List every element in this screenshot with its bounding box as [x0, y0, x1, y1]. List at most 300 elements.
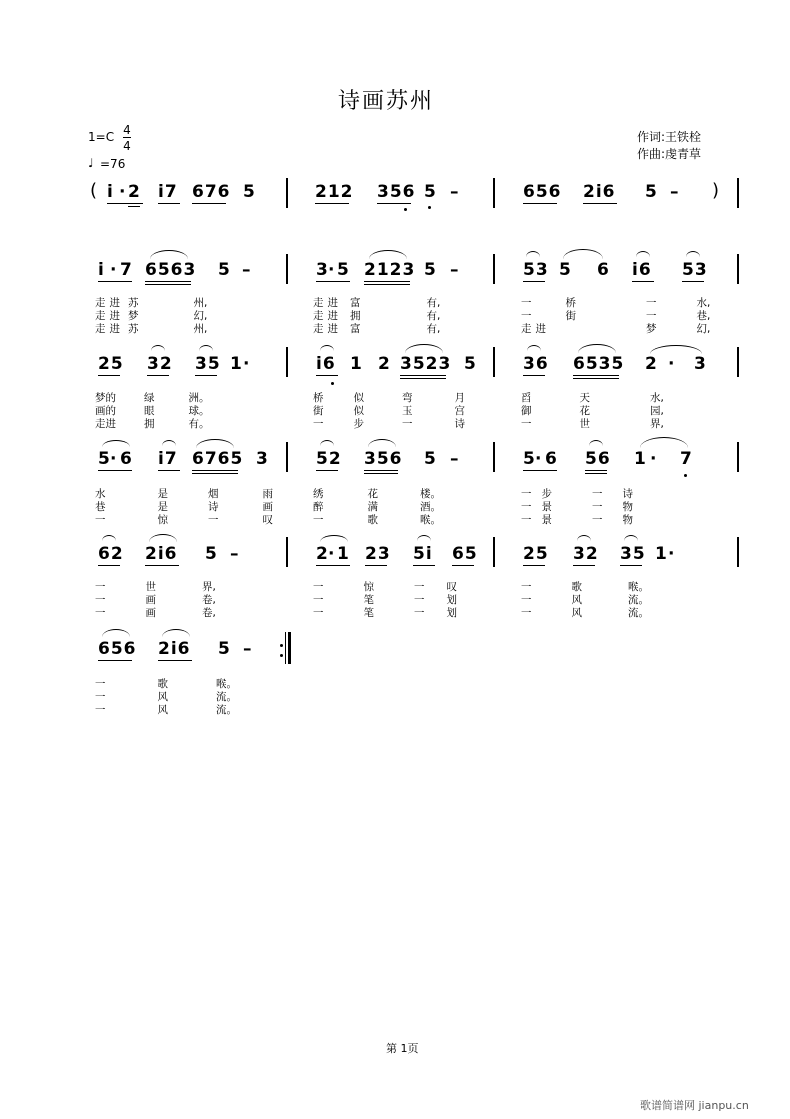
lyric-line	[521, 594, 649, 606]
lyric: 一	[95, 678, 106, 690]
underline	[573, 378, 619, 379]
slur	[368, 439, 396, 447]
barline	[493, 178, 495, 208]
lyric-line	[95, 297, 207, 309]
note: 5	[559, 260, 572, 280]
lyric: 进	[109, 297, 120, 309]
note-group: i6	[316, 354, 336, 374]
lyric-line	[95, 514, 273, 526]
barline	[286, 254, 288, 284]
slur	[149, 534, 177, 542]
lyric: 眼	[144, 405, 155, 417]
lyric: 巷,	[696, 310, 711, 322]
note-group: 35	[195, 354, 221, 374]
slur	[320, 535, 348, 542]
slur	[102, 440, 130, 447]
note-group: 25	[523, 544, 549, 564]
barline	[737, 347, 739, 377]
slur	[102, 629, 130, 637]
lyric: 州,	[193, 323, 208, 335]
lyric-line	[313, 594, 457, 606]
lyric: 一	[313, 581, 324, 593]
lyric: 一	[521, 488, 532, 500]
slur	[417, 535, 431, 541]
lyric-line	[95, 405, 210, 417]
lyric: 走	[95, 310, 106, 322]
underline	[400, 375, 446, 376]
lyric: 花	[367, 488, 378, 500]
underline	[316, 375, 338, 376]
note-group: 656	[523, 182, 562, 202]
lyric: 街	[565, 310, 576, 322]
dot-mark: ·	[110, 260, 118, 280]
lyric: 进	[109, 310, 120, 322]
barline	[493, 537, 495, 567]
repeat-dot	[280, 654, 283, 657]
barline	[286, 178, 288, 208]
note-group: 6765	[192, 449, 244, 469]
lyric: 走进	[95, 418, 116, 430]
lyric: 一	[646, 310, 657, 322]
dot-mark: ·	[243, 354, 251, 374]
repeat-thin-bar	[285, 632, 286, 664]
lyric: 绣	[313, 488, 324, 500]
underline	[192, 473, 238, 474]
lyric: 富	[350, 297, 361, 309]
slur	[162, 440, 176, 446]
barline	[286, 442, 288, 472]
underline	[316, 281, 350, 282]
lyric-line	[313, 488, 441, 500]
lyric: 喉。	[628, 581, 649, 593]
watermark: 歌谱简谱网 jianpu.cn	[640, 1099, 749, 1112]
lyric: 喉。	[420, 514, 441, 526]
underline	[145, 284, 191, 285]
note: 5	[645, 182, 658, 202]
lyric: 流。	[628, 607, 649, 619]
lyric: 进	[535, 323, 546, 335]
underline	[147, 375, 169, 376]
lyric-line	[521, 392, 664, 404]
note: i	[107, 182, 114, 202]
note-group: i7	[158, 449, 178, 469]
dash: –	[243, 639, 253, 659]
slur	[162, 629, 190, 637]
underline	[364, 281, 410, 282]
note: 5	[337, 260, 350, 280]
lyric: 一	[646, 297, 657, 309]
lyric-line	[521, 514, 633, 526]
lyric: 一	[313, 607, 324, 619]
note: 7	[120, 260, 133, 280]
note-group: 6563	[145, 260, 197, 280]
lyric: 花	[579, 405, 590, 417]
slur	[320, 440, 334, 446]
lyric: 桥	[313, 392, 324, 404]
note-group: 3523	[400, 354, 452, 374]
underline	[632, 281, 654, 282]
lyric-line	[521, 297, 710, 309]
dash: –	[242, 260, 252, 280]
repeat-thick-bar	[288, 632, 291, 664]
lyric: 诗	[622, 488, 633, 500]
note: 5	[218, 260, 231, 280]
underline	[523, 281, 545, 282]
lyric-line	[313, 607, 457, 619]
lyric: 叹	[262, 514, 273, 526]
slur	[527, 345, 541, 351]
lyric: 一	[521, 297, 532, 309]
lyric: 划	[446, 594, 457, 606]
lyric: 喉。	[216, 678, 237, 690]
slur	[151, 345, 165, 351]
barline	[737, 178, 739, 208]
lyric: 有,	[426, 323, 441, 335]
note: 5	[98, 449, 111, 469]
barline	[737, 254, 739, 284]
lyric: 走	[313, 310, 324, 322]
lyric: 物	[622, 501, 633, 513]
lyric: 月	[454, 392, 465, 404]
note-group: 356	[364, 449, 403, 469]
lyric: 酒。	[420, 501, 441, 513]
slur	[578, 344, 616, 353]
note: 5	[205, 544, 218, 564]
repeat-dot	[280, 644, 283, 647]
lyric: 一	[95, 594, 106, 606]
lyric: 满	[367, 501, 378, 513]
lyric: 州,	[193, 297, 208, 309]
lyric: 一	[208, 514, 219, 526]
note: 1	[350, 354, 363, 374]
lyric: 有,	[426, 310, 441, 322]
dot-mark: ·	[328, 260, 336, 280]
lyric: 宫	[454, 405, 465, 417]
underline	[158, 470, 180, 471]
underline	[585, 470, 607, 471]
lyric: 巷	[95, 501, 106, 513]
underline	[145, 565, 179, 566]
lyric: 绿	[144, 392, 155, 404]
lyric: 雨	[262, 488, 273, 500]
slur	[640, 437, 688, 448]
note-group: 56	[585, 449, 611, 469]
lyric: 进	[327, 310, 338, 322]
underline	[400, 378, 446, 379]
underline	[158, 203, 180, 204]
lyric-line	[521, 310, 710, 322]
lyric-line	[313, 323, 440, 335]
note: 6	[120, 449, 133, 469]
key-signature: 1=C	[88, 130, 115, 144]
lyric: 诗	[208, 501, 219, 513]
underline	[98, 375, 120, 376]
note-group: 2i6	[583, 182, 616, 202]
note-group: 212	[315, 182, 354, 202]
lyric: 有。	[188, 418, 210, 430]
slur	[150, 250, 188, 259]
dash: –	[450, 260, 460, 280]
lyric: 富	[350, 323, 361, 335]
note-group: 65	[452, 544, 478, 564]
lyric: 一	[95, 704, 106, 716]
lyric: 拥	[350, 310, 361, 322]
intro-open-paren: (	[90, 180, 98, 201]
lyric-line	[313, 405, 465, 417]
lyric: 有,	[426, 297, 441, 309]
underline	[315, 203, 349, 204]
note-group: 2123	[364, 260, 416, 280]
lyric: 一	[313, 514, 324, 526]
barline	[286, 347, 288, 377]
underline	[523, 470, 557, 471]
lyric: 一	[592, 488, 603, 500]
slur	[650, 345, 702, 354]
lyric: 梦	[128, 310, 139, 322]
note: 1	[230, 354, 243, 374]
lyric: 界,	[650, 418, 664, 430]
lyric: 是	[157, 488, 168, 500]
lyric: 歌	[367, 514, 378, 526]
lyric: 景	[541, 514, 552, 526]
lyric: 世	[145, 581, 156, 593]
lyric: 笔	[363, 607, 374, 619]
lyric: 一	[521, 607, 532, 619]
lyric: 一	[414, 607, 425, 619]
lyric: 幻,	[696, 323, 711, 335]
lyric: 是	[157, 501, 168, 513]
note-group: 656	[98, 639, 137, 659]
lyric: 一	[521, 594, 532, 606]
lyric-line	[95, 418, 210, 430]
note: 5	[523, 449, 536, 469]
lyric: 流。	[216, 704, 237, 716]
lyric: 醉	[313, 501, 324, 513]
lyric: 风	[571, 594, 582, 606]
lyric: 一	[95, 514, 106, 526]
note-group: 25	[98, 354, 124, 374]
note-group: 2i6	[158, 639, 191, 659]
note: 6	[597, 260, 610, 280]
note-group: 356	[377, 182, 416, 202]
lyric: 一	[95, 691, 106, 703]
lyric: 一	[521, 310, 532, 322]
underline	[98, 281, 132, 282]
lyric: 楼。	[420, 488, 441, 500]
intro-close-paren: )	[712, 180, 720, 201]
underline	[413, 565, 435, 566]
lyric: 水,	[650, 392, 664, 404]
note-group: 5i	[413, 544, 433, 564]
dot-mark: ·	[119, 182, 127, 202]
lyric: 画	[145, 607, 156, 619]
underline	[523, 203, 557, 204]
note: 5	[424, 182, 437, 202]
lyric: 拥	[144, 418, 155, 430]
note: 1	[634, 449, 647, 469]
lyric-line	[95, 323, 207, 335]
barline	[493, 347, 495, 377]
underline	[682, 281, 704, 282]
lyric-line	[521, 418, 664, 430]
barline	[493, 442, 495, 472]
underline	[620, 565, 642, 566]
lyric: 一	[521, 418, 532, 430]
lyric: 水,	[696, 297, 711, 309]
lyric: 一	[414, 594, 425, 606]
lyric: 惊	[157, 514, 168, 526]
lyric-line	[95, 392, 210, 404]
lyric: 弯	[402, 392, 413, 404]
lyric-line	[95, 488, 273, 500]
lyric: 玉	[402, 405, 413, 417]
lyric: 叹	[446, 581, 457, 593]
note: 5	[218, 639, 231, 659]
underline	[523, 375, 545, 376]
note: 2	[128, 182, 141, 202]
lyric-line	[313, 581, 457, 593]
lyric: 进	[327, 297, 338, 309]
lyric: 进	[109, 323, 120, 335]
barline	[737, 537, 739, 567]
lyric: 风	[571, 607, 582, 619]
lyric: 桥	[565, 297, 576, 309]
note: 5	[243, 182, 256, 202]
lyric: 笔	[363, 594, 374, 606]
lyric: 步	[353, 418, 364, 430]
time-signature-top: 4	[123, 123, 131, 137]
lyric: 天	[579, 392, 590, 404]
dash: –	[230, 544, 240, 564]
underline	[452, 565, 474, 566]
lyric-line	[313, 501, 441, 513]
lyric: 水	[95, 488, 106, 500]
note: 1	[655, 544, 668, 564]
note-group: i7	[158, 182, 178, 202]
underline	[98, 660, 132, 661]
lyric: 似	[353, 392, 364, 404]
lyric-line	[95, 691, 237, 703]
slur	[320, 345, 334, 351]
note: 6	[545, 449, 558, 469]
lyric: 划	[446, 607, 457, 619]
lyric-line	[521, 501, 633, 513]
note-group: 6535	[573, 354, 625, 374]
note: 3	[694, 354, 707, 374]
underline	[107, 203, 143, 204]
note: 1	[337, 544, 350, 564]
underline	[192, 203, 226, 204]
lyric: 惊	[363, 581, 374, 593]
dot-mark: ·	[110, 449, 118, 469]
underline	[98, 565, 120, 566]
lyric: 风	[157, 704, 168, 716]
lyric: 一	[313, 418, 324, 430]
page-number: 第 1页	[386, 1042, 419, 1055]
underline	[98, 470, 132, 471]
barline	[286, 537, 288, 567]
note: 5	[424, 260, 437, 280]
low-dot	[404, 208, 407, 211]
lyric: 走	[95, 297, 106, 309]
dot-mark: ·	[535, 449, 543, 469]
lyric: 似	[353, 405, 364, 417]
note-group: 53	[523, 260, 549, 280]
note-group: 36	[523, 354, 549, 374]
dash: –	[670, 182, 680, 202]
lyric-line	[95, 678, 237, 690]
note-group: 52	[316, 449, 342, 469]
lyric: 街	[313, 405, 324, 417]
note: 2	[378, 354, 391, 374]
slur	[624, 535, 638, 541]
lyric-line	[95, 704, 237, 716]
barline	[737, 442, 739, 472]
lyric: 球。	[188, 405, 210, 417]
lyric-line	[95, 501, 273, 513]
lyric: 一	[592, 514, 603, 526]
underline	[192, 470, 238, 471]
slur	[369, 250, 407, 259]
lyric: 卷,	[202, 607, 216, 619]
underline	[365, 565, 387, 566]
underline	[195, 375, 217, 376]
lyric: 歌	[157, 678, 168, 690]
note: 7	[680, 449, 693, 469]
underline	[158, 660, 192, 661]
slur	[526, 251, 540, 257]
underline	[523, 565, 545, 566]
note-group: 35	[620, 544, 646, 564]
lyric: 烟	[208, 488, 219, 500]
lyric: 一	[95, 581, 106, 593]
lyric: 走	[313, 297, 324, 309]
lyric-line	[521, 405, 664, 417]
lyric: 一	[521, 581, 532, 593]
lyric-line	[313, 514, 441, 526]
lyric: 画	[262, 501, 273, 513]
lyric: 一	[592, 501, 603, 513]
lyric-line	[95, 310, 207, 322]
lyric: 风	[157, 691, 168, 703]
low-dot	[331, 382, 334, 385]
lyric: 步	[541, 488, 552, 500]
underline	[377, 203, 411, 204]
lyric: 苏	[128, 297, 139, 309]
lyric: 诗	[454, 418, 465, 430]
lyric: 一	[521, 514, 532, 526]
underline	[585, 473, 607, 474]
dot-mark: ·	[668, 354, 676, 374]
note-group: 2i6	[145, 544, 178, 564]
lyric-line	[521, 581, 649, 593]
lyric-line	[313, 418, 465, 430]
composer-credit: 作曲:虔青草	[637, 147, 702, 161]
slur	[686, 251, 700, 257]
lyric: 梦	[646, 323, 657, 335]
note: i	[98, 260, 105, 280]
slur	[563, 249, 603, 259]
underline	[573, 375, 619, 376]
lyric: 苏	[128, 323, 139, 335]
note: 5	[464, 354, 477, 374]
lyric: 舀	[521, 392, 532, 404]
lyric: 幻,	[193, 310, 208, 322]
lyric: 洲。	[188, 392, 210, 404]
lyric: 走	[521, 323, 532, 335]
time-signature-line	[123, 137, 131, 138]
lyric: 景	[541, 501, 552, 513]
